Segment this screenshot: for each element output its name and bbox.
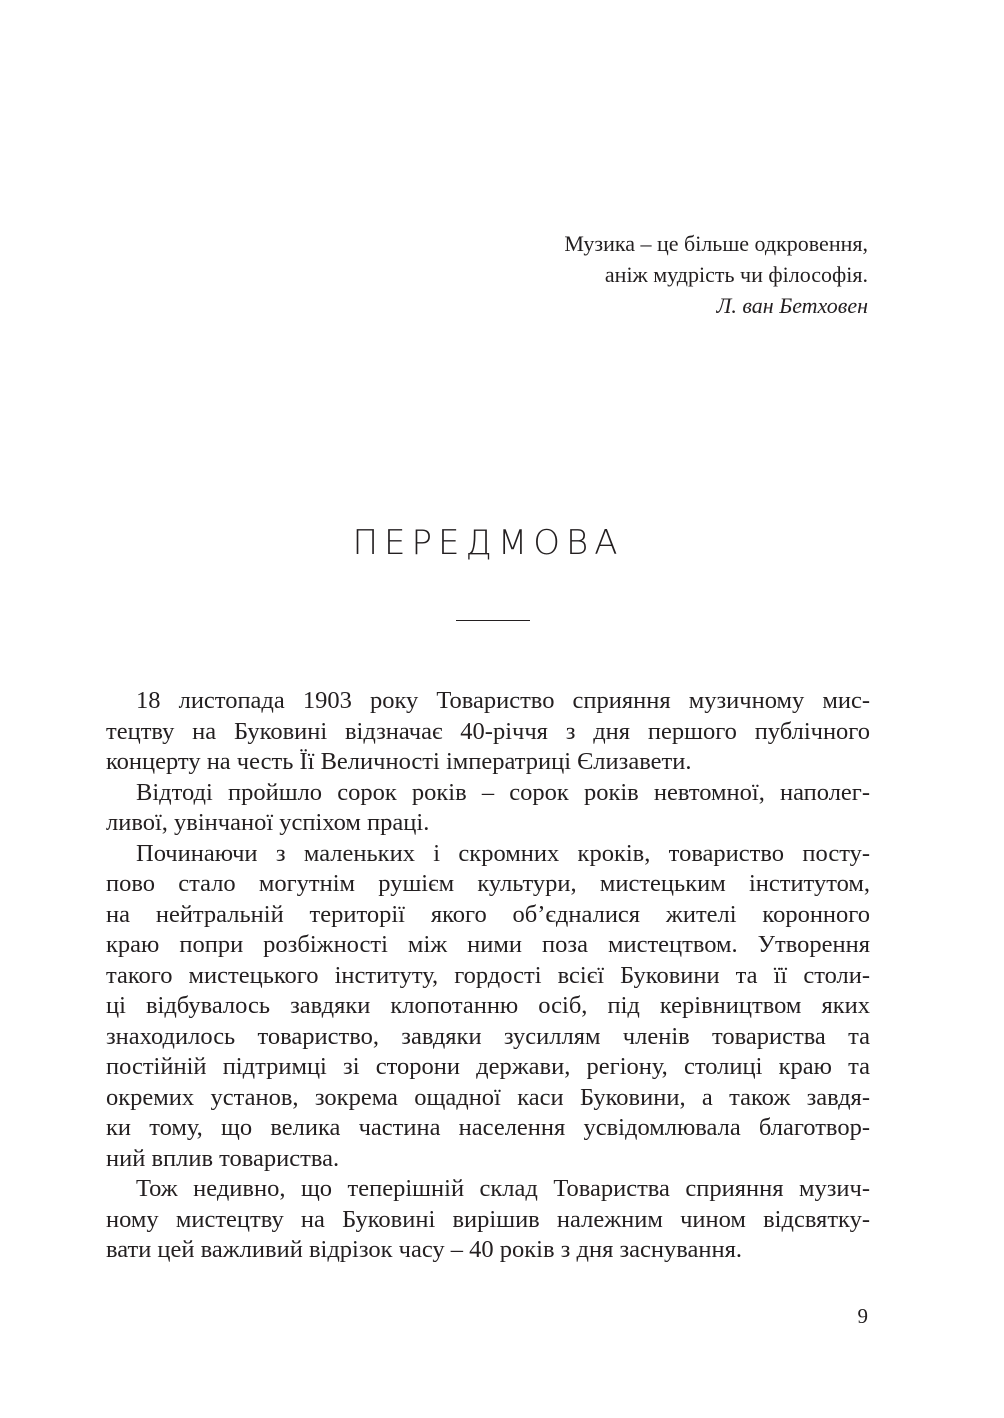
text-line: концерту на честь Її Величності імператриці Єлизавети. <box>106 748 692 775</box>
paragraph <box>106 778 870 839</box>
epigraph-author: Л. ван Бетховен <box>716 293 868 318</box>
epigraph <box>308 228 868 321</box>
text-line: окремих установ, зокрема ощадної каси Буковини, а також завдя- <box>106 1083 870 1111</box>
body-text <box>106 686 870 1266</box>
text-line: пово стало могутнім рушієм культури, мистецьким інститутом, <box>106 870 870 897</box>
text-line: ний вплив товариства. <box>106 1144 340 1172</box>
paragraph <box>106 839 870 1175</box>
title-divider <box>456 620 530 621</box>
epigraph-line: Музика – це більше одкровення, <box>564 231 868 256</box>
text-line: знаходилось товариство, завдяки зусиллям членів товариства та <box>106 1022 870 1050</box>
text-line: ці відбувалось завдяки клопотанню осіб, під керівництвом яких <box>106 992 870 1019</box>
text-line: ливої, увінчаної успіхом праці. <box>106 809 430 836</box>
text-line: 18 листопада 1903 року Товариство сприяння музичному мис- <box>136 687 870 714</box>
text-line: ки тому, що велика частина населення усвідомлювала благотвор- <box>106 1114 870 1141</box>
text-line: Відтоді пройшло сорок років – сорок років невтомної, наполег- <box>136 778 870 806</box>
text-line: ному мистецтву на Буковині вирішив належним чином відсвятку- <box>106 1205 870 1233</box>
text-line: постійній підтримці зі сторони держави, регіону, столиці краю та <box>106 1053 870 1080</box>
page-number: 9 <box>857 1304 868 1328</box>
page-title: ПЕРЕДМОВА <box>352 523 624 563</box>
text-line: такого мистецького інституту, гордості всієї Буковини та її столи- <box>106 961 870 989</box>
text-line: тецтву на Буковині відзначає 40-річчя з дня першого публічного <box>106 717 870 745</box>
text-line: краю попри розбіжності між ними поза мистецтвом. Утворення <box>106 931 870 958</box>
text-line: на нейтральній території якого об’єдналися жителі коронного <box>106 900 870 928</box>
paragraph <box>106 686 870 778</box>
text-line: вати цей важливий відрізок часу – 40 років з дня заснування. <box>106 1236 742 1263</box>
text-line: Починаючи з маленьких і скромних кроків, товариство посту- <box>136 839 870 867</box>
epigraph-line: аніж мудрість чи філософія. <box>604 262 868 287</box>
paragraph <box>106 1174 870 1266</box>
text-line: Тож недивно, що теперішній склад Товариства сприяння музич- <box>136 1175 870 1202</box>
